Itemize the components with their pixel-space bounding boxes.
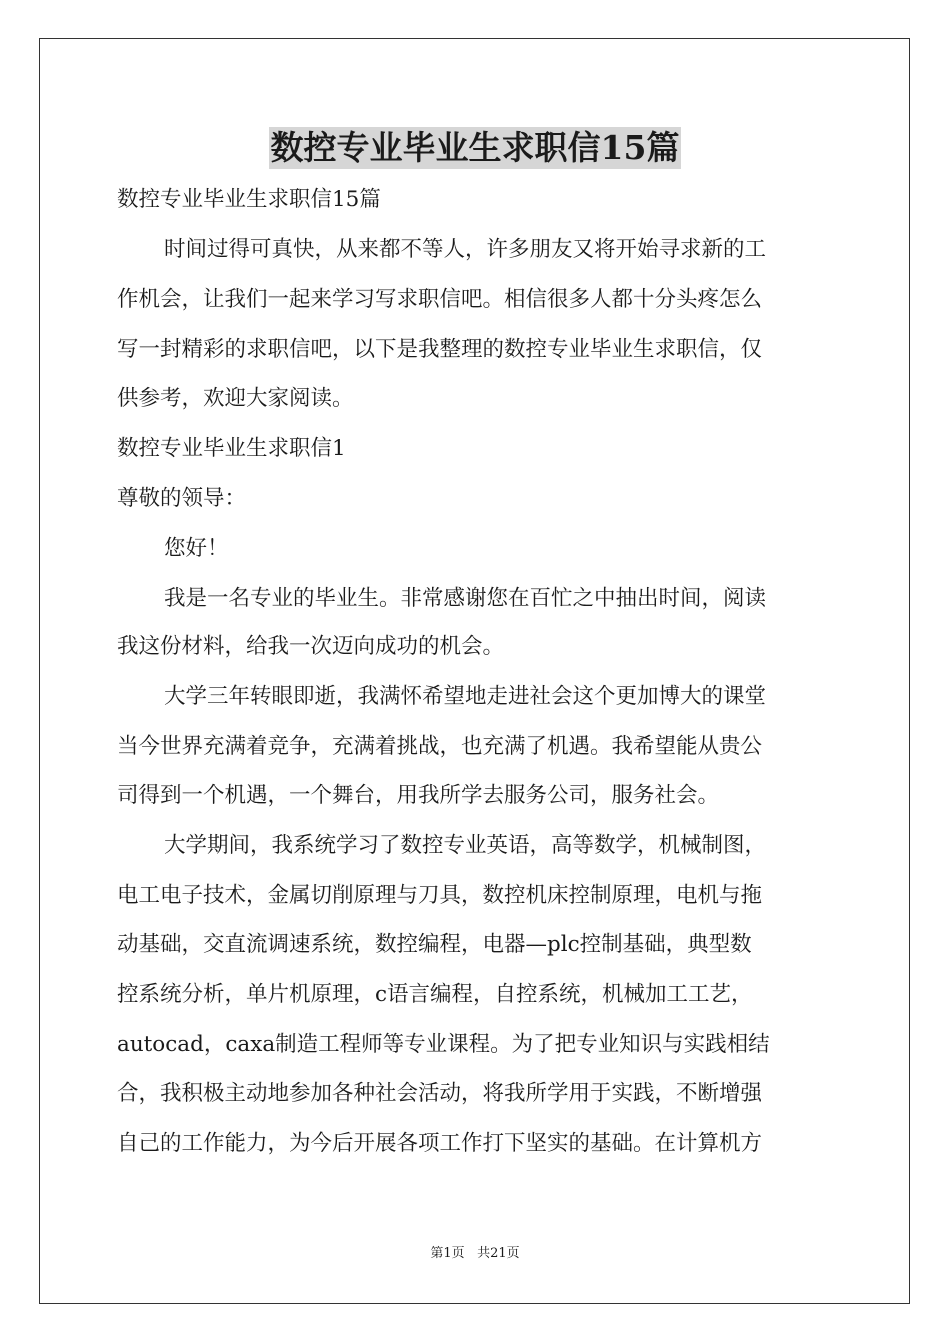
page-footer [0, 1245, 950, 1263]
paragraph-line: 写一封精彩的求职信吧，以下是我整理的数控专业毕业生求职信，仅 [117, 337, 763, 362]
paragraph-line: 供参考，欢迎大家阅读。 [117, 386, 354, 411]
paragraph-line: 时间过得可真快，从来都不等人，许多朋友又将开始寻求新的工 [164, 237, 767, 262]
total-pages: 共21页 [477, 1246, 520, 1261]
page-border [39, 38, 910, 1304]
paragraph-line: 大学三年转眼即逝，我满怀希望地走进社会这个更加博大的课堂 [164, 684, 767, 709]
paragraph-line: 我这份材料，给我一次迈向成功的机会。 [117, 634, 505, 659]
title-container [0, 127, 950, 169]
paragraph-line: 动基础，交直流调速系统，数控编程，电器—plc控制基础，典型数 [117, 932, 752, 957]
paragraph-line: 合，我积极主动地参加各种社会活动，将我所学用于实践，不断增强 [117, 1081, 763, 1106]
paragraph-line: 作机会，让我们一起来学习写求职信吧。相信很多人都十分头疼怎么 [117, 287, 763, 312]
paragraph-line: 控系统分析，单片机原理，c语言编程，自控系统，机械加工工艺， [117, 982, 753, 1007]
paragraph-line: 司得到一个机遇，一个舞台，用我所学去服务公司，服务社会。 [117, 783, 720, 808]
salutation-line: 尊敬的领导： [117, 486, 247, 511]
subtitle-line: 数控专业毕业生求职信15篇 [117, 187, 381, 212]
paragraph-line: 电工电子技术，金属切削原理与刀具，数控机床控制原理，电机与拖 [117, 883, 763, 908]
paragraph-line: autocad，caxa制造工程师等专业课程。为了把专业知识与实践相结 [117, 1032, 770, 1057]
section-heading: 数控专业毕业生求职信1 [117, 436, 346, 461]
footer-spacer [465, 1246, 477, 1261]
paragraph-line: 当今世界充满着竞争，充满着挑战，也充满了机遇。我希望能从贵公 [117, 734, 763, 759]
paragraph-line: 我是一名专业的毕业生。非常感谢您在百忙之中抽出时间，阅读 [164, 586, 767, 611]
page-number: 第1页 [430, 1246, 465, 1261]
paragraph-line: 大学期间，我系统学习了数控专业英语，高等数学，机械制图， [164, 833, 767, 858]
greeting-line: 您好！ [164, 536, 229, 561]
document-title: 数控专业毕业生求职信15篇 [270, 128, 680, 167]
paragraph-line: 自己的工作能力，为今后开展各项工作打下坚实的基础。在计算机方 [117, 1131, 763, 1156]
